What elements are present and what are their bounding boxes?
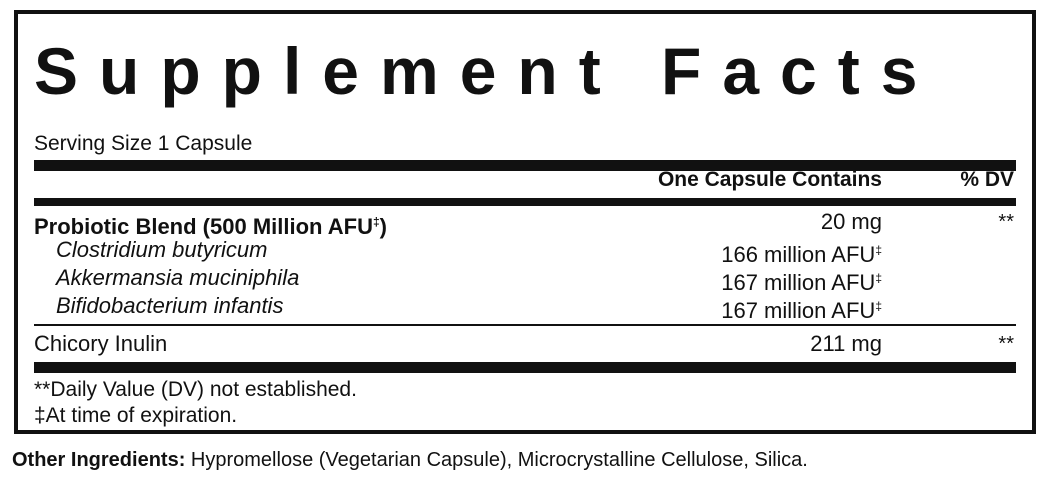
- dv-column-header: % DV: [960, 168, 1014, 191]
- divider-thin: [34, 324, 1016, 326]
- panel-title: Supplement Facts: [34, 34, 939, 108]
- serving-size: Serving Size 1 Capsule: [34, 132, 253, 155]
- other-ingredients-text: Hypromellose (Vegetarian Capsule), Microcrystalline Cellulose, Silica.: [190, 449, 808, 471]
- nutrient-name: Clostridium butyricum: [56, 237, 268, 262]
- nutrient-amount: 211 mg: [810, 331, 882, 356]
- nutrient-amount: 20 mg: [820, 209, 882, 234]
- double-dagger-mark: ‡: [875, 271, 882, 285]
- double-dagger-mark: ‡: [875, 299, 882, 313]
- nutrient-amount: 166 million AFU‡: [721, 242, 882, 267]
- double-dagger-mark: ‡: [372, 215, 380, 229]
- nutrient-row: [34, 208, 1016, 239]
- nutrient-name: Bifidobacterium infantis: [56, 293, 284, 318]
- amount-column-header: One Capsule Contains: [657, 168, 882, 191]
- footnote-dv: **Daily Value (DV) not established.: [34, 378, 357, 401]
- column-header-row: [34, 166, 1016, 194]
- nutrient-name: Probiotic Blend (500 Million AFU‡): [34, 214, 387, 239]
- footnote-expiration: ‡At time of expiration.: [34, 404, 238, 427]
- nutrient-amount: 167 million AFU‡: [721, 270, 882, 295]
- supplement-facts-panel: [14, 10, 1036, 434]
- divider-thick-bottom: [34, 362, 1016, 373]
- other-ingredients: [12, 448, 808, 472]
- nutrient-dv: **: [998, 333, 1014, 355]
- nutrient-row: [34, 330, 1016, 358]
- nutrient-row: [34, 292, 1016, 323]
- nutrient-row: [34, 264, 1016, 295]
- divider-thick-header: [34, 198, 1016, 206]
- nutrient-amount: 167 million AFU‡: [721, 298, 882, 323]
- nutrient-name: Chicory Inulin: [34, 331, 168, 356]
- other-ingredients-label: Other Ingredients:: [12, 449, 186, 471]
- nutrient-row: [34, 236, 1016, 267]
- double-dagger-mark: ‡: [875, 243, 882, 257]
- nutrient-name: Akkermansia muciniphila: [56, 265, 300, 290]
- nutrient-dv: **: [998, 211, 1014, 233]
